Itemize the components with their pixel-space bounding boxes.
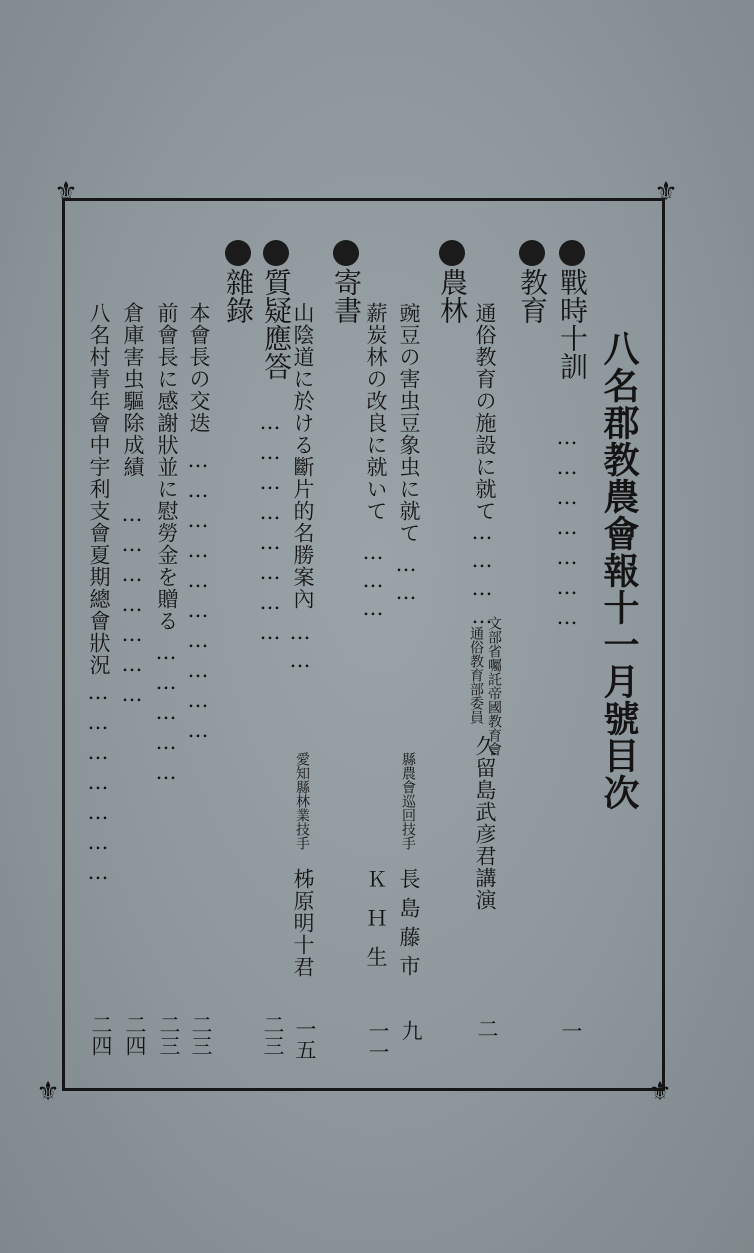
- toc-entry: 本會長の交迭: [187, 302, 211, 434]
- page-number: 一一: [366, 1020, 390, 1062]
- corner-ornament-icon: ⚜: [654, 177, 678, 207]
- section-heading-2: 教育: [512, 240, 552, 324]
- leader-dots: …………………: [555, 425, 579, 635]
- section-heading-3: 農林: [432, 240, 472, 324]
- circle-bullet-icon: [519, 240, 545, 266]
- leader-dots: …………………………: [186, 448, 210, 748]
- author-name: ＫＨ生: [364, 868, 388, 985]
- author-name: 柹原明十君: [291, 868, 315, 978]
- circle-bullet-icon: [439, 240, 465, 266]
- toc-entry: 倉庫害虫驅除成績: [121, 302, 145, 478]
- circle-bullet-icon: [559, 240, 585, 266]
- toc-entry: 前會長に感謝狀並に慰勞金を贈る: [155, 302, 179, 632]
- author-title: 通俗教育部委員: [468, 626, 484, 724]
- leader-dots: …………………: [86, 680, 110, 890]
- section-heading-4: 寄書: [326, 240, 366, 324]
- page-number: 一五: [293, 1018, 317, 1060]
- circle-bullet-icon: [225, 240, 251, 266]
- page-number: 二三: [189, 1014, 213, 1056]
- author-title: 文部省囑託帝國教育會: [486, 616, 502, 756]
- toc-entry: 豌豆の害虫豆象虫に就て: [397, 302, 421, 544]
- section-heading-5: 質疑應答: [256, 240, 296, 380]
- page-number: 二三: [157, 1014, 181, 1056]
- page-number: 九: [399, 1020, 423, 1041]
- leader-dots: ……: [288, 620, 312, 676]
- circle-bullet-icon: [333, 240, 359, 266]
- leader-dots: ………: [361, 540, 385, 624]
- author-name: 久留島武彦君講演: [473, 735, 497, 911]
- leader-dots: …………: [470, 520, 494, 632]
- page-number: 二: [475, 1018, 499, 1039]
- section-heading-6: 雜錄: [218, 240, 258, 324]
- author-title: 愛知縣林業技手: [294, 752, 310, 850]
- page-number: 二四: [123, 1014, 147, 1056]
- author-title: 縣農會巡回技手: [400, 752, 416, 850]
- leader-dots: ……………: [154, 640, 178, 790]
- toc-entry: 八名村青年會中宇利支會夏期總會狀況: [87, 302, 111, 676]
- author-name: 長島藤市: [397, 868, 421, 984]
- toc-entry: 通俗教育の施設に就て: [473, 302, 497, 522]
- leader-dots: ……: [394, 552, 418, 608]
- leader-dots: ……………………: [258, 410, 282, 650]
- toc-entry: 山陰道に於ける斷片的名勝案內: [291, 302, 315, 610]
- page-title: 八名郡教農會報十一月號目次: [598, 330, 640, 811]
- toc-entry: 薪炭林の改良に就いて: [364, 302, 388, 522]
- corner-ornament-icon: ⚜: [648, 1077, 672, 1107]
- page-number: 二三: [261, 1014, 285, 1056]
- page-number: 二四: [89, 1014, 113, 1056]
- leader-dots: …………………: [120, 502, 144, 712]
- corner-ornament-icon: ⚜: [36, 1077, 60, 1107]
- circle-bullet-icon: [263, 240, 289, 266]
- page-number: 一: [559, 1020, 583, 1041]
- section-heading-1: 戰時十訓: [552, 240, 592, 380]
- corner-ornament-icon: ⚜: [54, 177, 78, 207]
